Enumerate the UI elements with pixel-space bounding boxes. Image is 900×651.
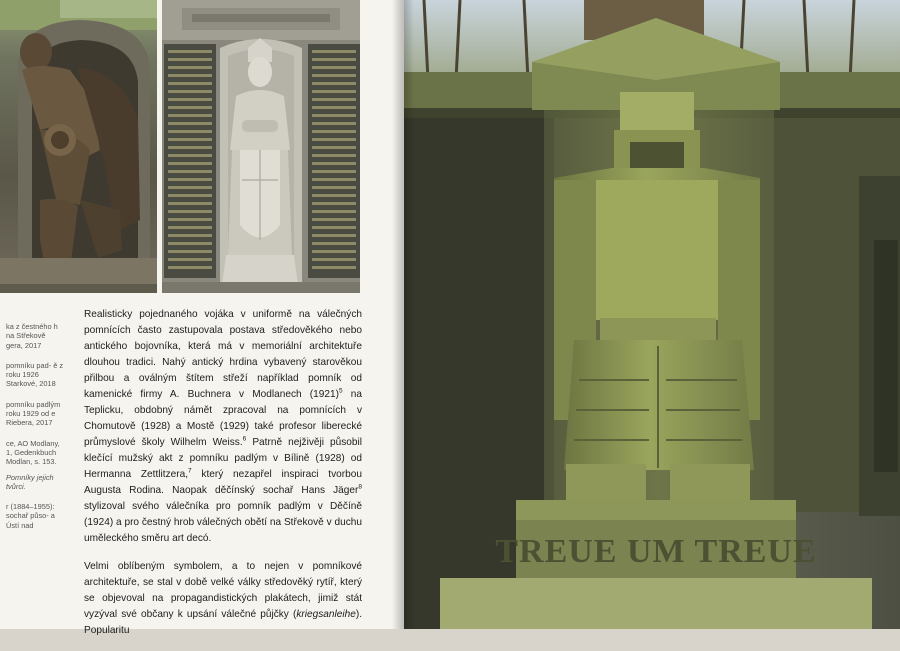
caption-3: pomníku padlým roku 1929 od e Riebera, 2017 — [6, 399, 61, 428]
bronze-figure-illustration — [0, 0, 157, 293]
footnote-5: ce, AO Modlany, 1, Gedenkbuch Modlan, s. 153. — [6, 438, 60, 467]
footnote-ref-7: 7 — [188, 467, 192, 475]
paragraph-2-italic-term: kriegsanleihe — [296, 609, 356, 620]
paragraph-2-part-b: ). Popularitu — [84, 609, 362, 636]
photo-bronze-seated-figure — [0, 0, 157, 293]
photo-knight-relief — [162, 0, 360, 293]
footnote-ref-8: 8 — [358, 483, 362, 491]
caption-1: ka z čestného h na Střekově gera, 2017 — [6, 322, 58, 350]
paragraph-1-part-d: který nezapřel inspiraci tvorbou Augusta Rodina. Naopak děčínský sochař Hans Jäger — [84, 469, 362, 496]
paragraph-2-part-a: Velmi oblíbeným symbolem, a to nejen v pomníkové architektuře, se stal v době velké války středověký rytíř, který se objevoval na propagandistických plakátech, jimiž stát vyzýval své občany k upsání válečné půjčky ( — [84, 561, 362, 620]
footnote-ref-6: 6 — [242, 435, 247, 443]
footnote-8: r (1884–1955): sochař půso- a Ústí nad — [6, 502, 55, 530]
paragraph-1-part-e: stylizoval svého válečníka pro pomník padlým v Děčíně (1924) a pro čestný hrob válečných obětí na Střekově v duchu uměleckého směru art decó. — [84, 501, 362, 544]
left-page — [0, 0, 404, 636]
paragraph-2 — [84, 559, 362, 639]
footnote-ref-5: 5 — [338, 387, 343, 395]
book-gutter — [392, 0, 414, 629]
knight-relief-illustration — [162, 0, 360, 293]
caption-2: pomníku pad- ě z roku 1926 Starkové, 2018 — [6, 360, 64, 389]
photo-captions — [6, 322, 64, 541]
right-page-photo — [404, 0, 900, 629]
armored-knight-monument-illustration — [404, 0, 900, 629]
paragraph-1-part-b: na Teplicku, obdobný námět zpracoval na pomnících v Chomutově (1928) a Mostě (1929) také profesor liberecké průmyslové školy Wilhelm Weiss. — [84, 389, 362, 448]
inscription-text: TREUE UM TREUE — [495, 533, 817, 570]
paragraph-1-part-c: Patrně nejživěji působil klečící mužský akt z pomníku padlým v Bílině (1928) od Hermanna Zettlitzera, — [84, 437, 362, 480]
footnote-6: Pomníky jejich tvůrci. — [6, 472, 54, 491]
main-text — [84, 307, 362, 651]
paragraph-1 — [84, 307, 362, 547]
paragraph-1-part-a: Realisticky pojednaného vojáka v uniformě na válečných pomnících často zastupovala postava středověkého nebo antického bojovníka, která má v memoriální architektuře dlouhou tradici. Nahý antický hrdina vybavený starověkou přilbou a oválným štítem střeží například pomník od kamenické firmy A. Buchnera v Modlanech (1921) — [84, 309, 362, 400]
